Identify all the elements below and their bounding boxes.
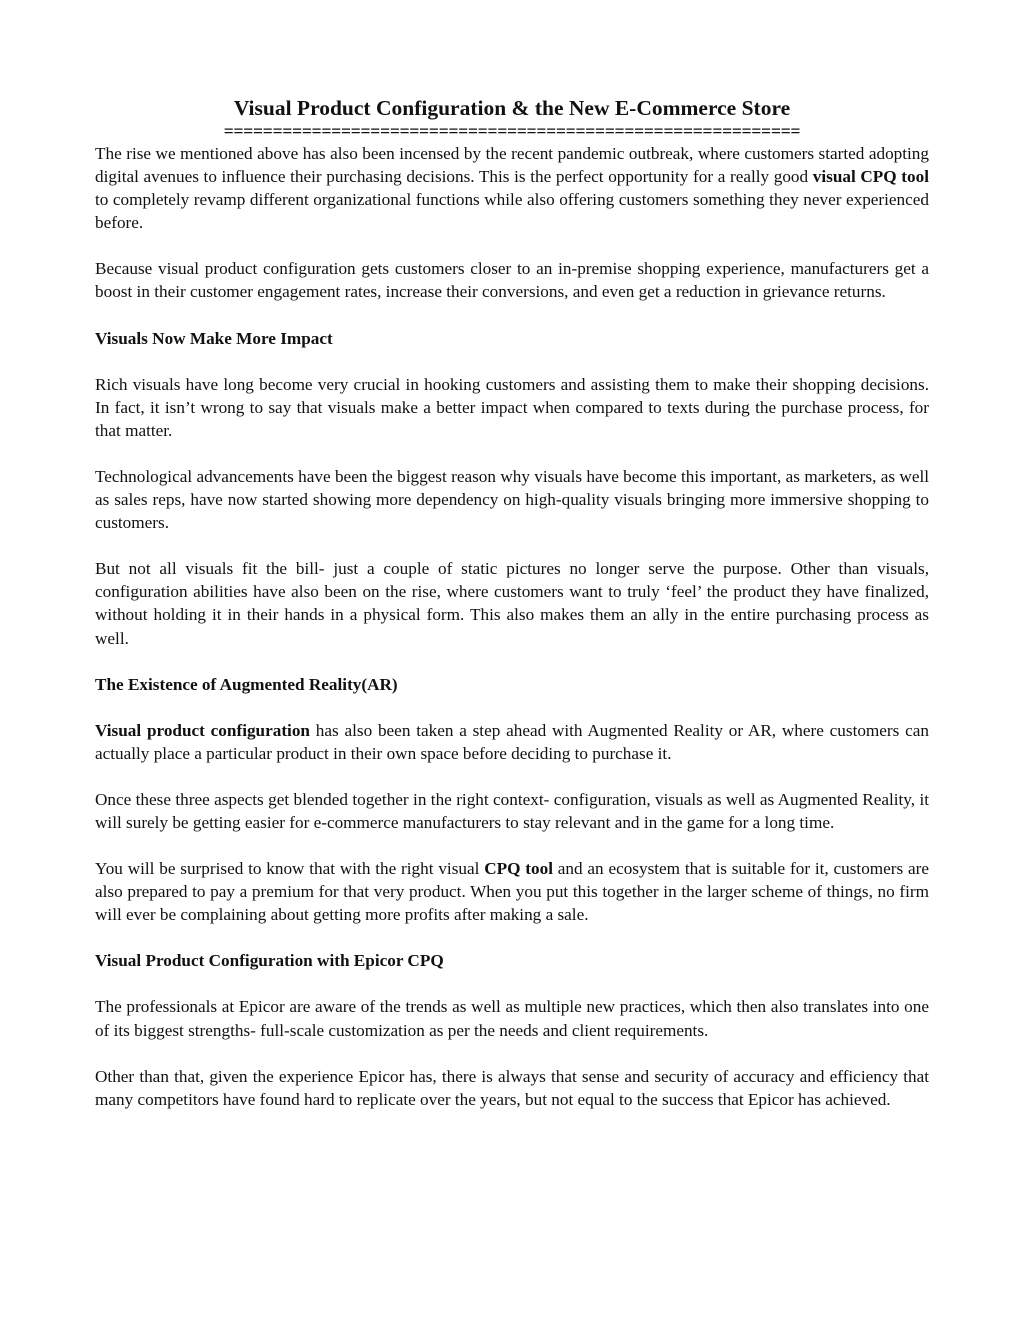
paragraph-text: and an ecosystem that is suitable for it, customers are also prepared to pay a premium for that very product. When you put this together in the larger scheme of things, no firm will ever be complaining about getting more profits after making a sale. [95,859,929,925]
paragraph-epicor-experience: Other than that, given the experience Epicor has, there is always that sense and security of accuracy and efficiency that many competitors have found hard to replicate over the years, but not equal to the success that Epicor has achieved. [95,1066,929,1109]
bold-term-visual-cpq-tool: visual CPQ tool [812,167,929,187]
paragraph-text: The rise we mentioned above has also been incensed by the recent pandemic outbreak, where customers started adopting digital avenues to influence their purchasing decisions. This is the perfect opportunity for a really good [95,144,929,187]
section-heading-augmented-reality: The Existence of Augmented Reality(AR) [95,674,398,694]
document-title: Visual Product Configuration & the New E-Commerce Store [233,96,791,120]
paragraph-three-aspects: Once these three aspects get blended together in the right context- configuration, visuals as well as Augmented Reality, it will surely be getting easier for e-commerce manufacturers to stay relevant and in the game for a long time. [95,789,929,832]
document-page [95,94,929,1111]
bold-term-visual-product-configuration: Visual product configuration [95,720,310,740]
paragraph-text: You will be surprised to know that with the right visual [95,859,485,879]
paragraph-rich-visuals: Rich visuals have long become very crucial in hooking customers and assisting them to make their shopping decisions. In fact, it isn’t wrong to say that visuals make a better impact when compared to texts during the purchase process, for that matter. [95,374,929,440]
bold-term-cpq-tool: CPQ tool [484,859,553,879]
paragraph-engagement: Because visual product configuration gets customers closer to an in-premise shopping experience, manufacturers get a boost in their customer engagement rates, increase their conversions, and even get a reduction in grievance returns. [95,259,929,302]
section-heading-epicor: Visual Product Configuration with Epicor CPQ [95,951,444,971]
paragraph-ar [95,719,929,765]
paragraph-text: has also been taken a step ahead with Augmented Reality or AR, where customers can actually place a particular product in their own space before deciding to purchase it. [95,720,929,763]
paragraph-premium [95,857,929,926]
paragraph-epicor-professionals: The professionals at Epicor are aware of the trends as well as multiple new practices, which then also translates into one of its biggest strengths- full-scale customization as per the needs and client requirements. [95,997,929,1040]
paragraph-text: to completely revamp different organizational functions while also offering customers something they never experienced before. [95,190,929,233]
paragraph-technology: Technological advancements have been the biggest reason why visuals have become this important, as marketers, as well as sales reps, have now started showing more dependency on high-quality visuals bringing more immersive shopping to customers. [95,466,929,533]
paragraph-intro [95,142,929,234]
paragraph-static-pictures: But not all visuals fit the bill- just a couple of static pictures no longer serve the purpose. Other than visuals, configuration abilities have also been on the rise, where customers want to truly ‘feel’ the product they have finalized, without holding it in their hands in a physical form. This also makes them an ally in the entire purchasing process as well. [95,559,929,648]
title-separator: =========================================================== [223,122,801,141]
section-heading-visuals-impact: Visuals Now Make More Impact [95,328,333,348]
